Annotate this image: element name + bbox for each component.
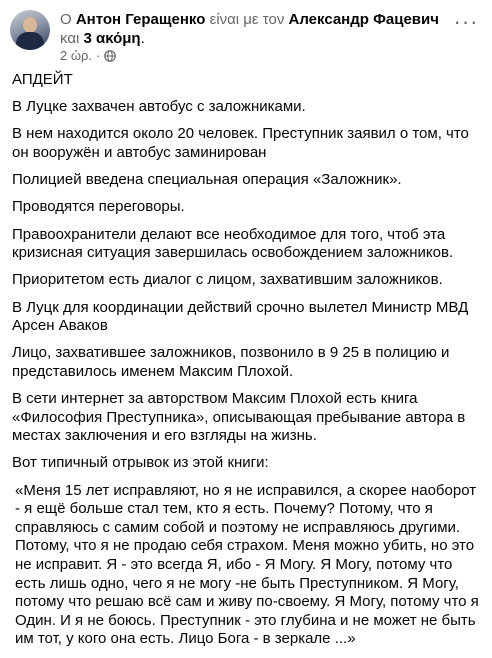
- post-paragraph: В сети интернет за авторством Максим Плохой есть книга «Философия Преступника», описывающая пребывание автора в местах заключения и его взгляды на жизнь.: [12, 390, 466, 445]
- tagged-person-link[interactable]: Александр Фацевич: [288, 11, 439, 28]
- post-paragraph: Правоохранители делают все необходимое для того, чтоб эта кризисная ситуация завершилась освобождением заложников.: [12, 225, 454, 262]
- post-paragraph: Лицо, захватившее заложников, позвонило в 9 25 в полицию и представилось именем Максим Плохой.: [12, 344, 450, 380]
- post-paragraph: В Луцке захвачен автобус с заложниками.: [12, 98, 306, 116]
- more-options-button[interactable]: [452, 9, 480, 34]
- post-paragraph: Проводятся переговоры.: [12, 198, 185, 216]
- post-text: [12, 71, 482, 658]
- avatar[interactable]: [10, 10, 50, 50]
- post-paragraph: В Луцк для координации действий срочно вылетел Министр МВД Арсен Аваков: [12, 298, 469, 335]
- book-quote: «Меня 15 лет исправляют, но я не исправился, а скорее наоборот - я ещё больше стал тем, кто я есть. Почему? Потому, что я справляюсь с самим собой и поэтому не исправляюсь другими. Потому, что я не продаю себя страхом. Меня можно убить, но это не исправит. Я - это всегда Я, ибо - Я Могу. Я Могу, потому что есть лишь одно, чего я не могу -не быть Преступником. Я Могу, потому что решаю всё сам и живу по-своему. Я Могу, потому что я Один. И я не боюсь. Преступник - это глубина и не может не быть им тот, у кого она есть. Лицо Бога - в зеркале ...»: [15, 481, 479, 648]
- prefix-o: O: [60, 11, 76, 28]
- author-name-link[interactable]: Антон Геращенко: [75, 11, 206, 28]
- post-headline: [60, 10, 450, 48]
- others-link[interactable]: 3 ακόμη: [83, 30, 141, 47]
- ellipsis-icon: ···: [453, 9, 479, 34]
- conjunction-text: και: [60, 30, 80, 47]
- post-header: [10, 6, 484, 66]
- timestamp-link[interactable]: 2 ώρ.: [60, 48, 92, 63]
- post-paragraph: Полицией введена специальная операция «Заложник».: [12, 171, 402, 189]
- post-paragraph: В нем находится около 20 человек. Преступник заявил о том, что он вооружён и автобус заминирован: [12, 125, 469, 161]
- post-paragraph: Вот типичный отрывок из этой книги:: [12, 454, 269, 472]
- post-meta: [60, 48, 116, 63]
- period: .: [140, 30, 145, 47]
- globe-icon[interactable]: [104, 50, 116, 62]
- post-paragraph: Приоритетом есть диалог с лицом, захватившим заложников.: [12, 271, 443, 289]
- separator-dot: ·: [96, 48, 101, 63]
- post-paragraph: АПДЕЙТ: [12, 71, 73, 88]
- with-text: είναι με τον: [209, 11, 285, 28]
